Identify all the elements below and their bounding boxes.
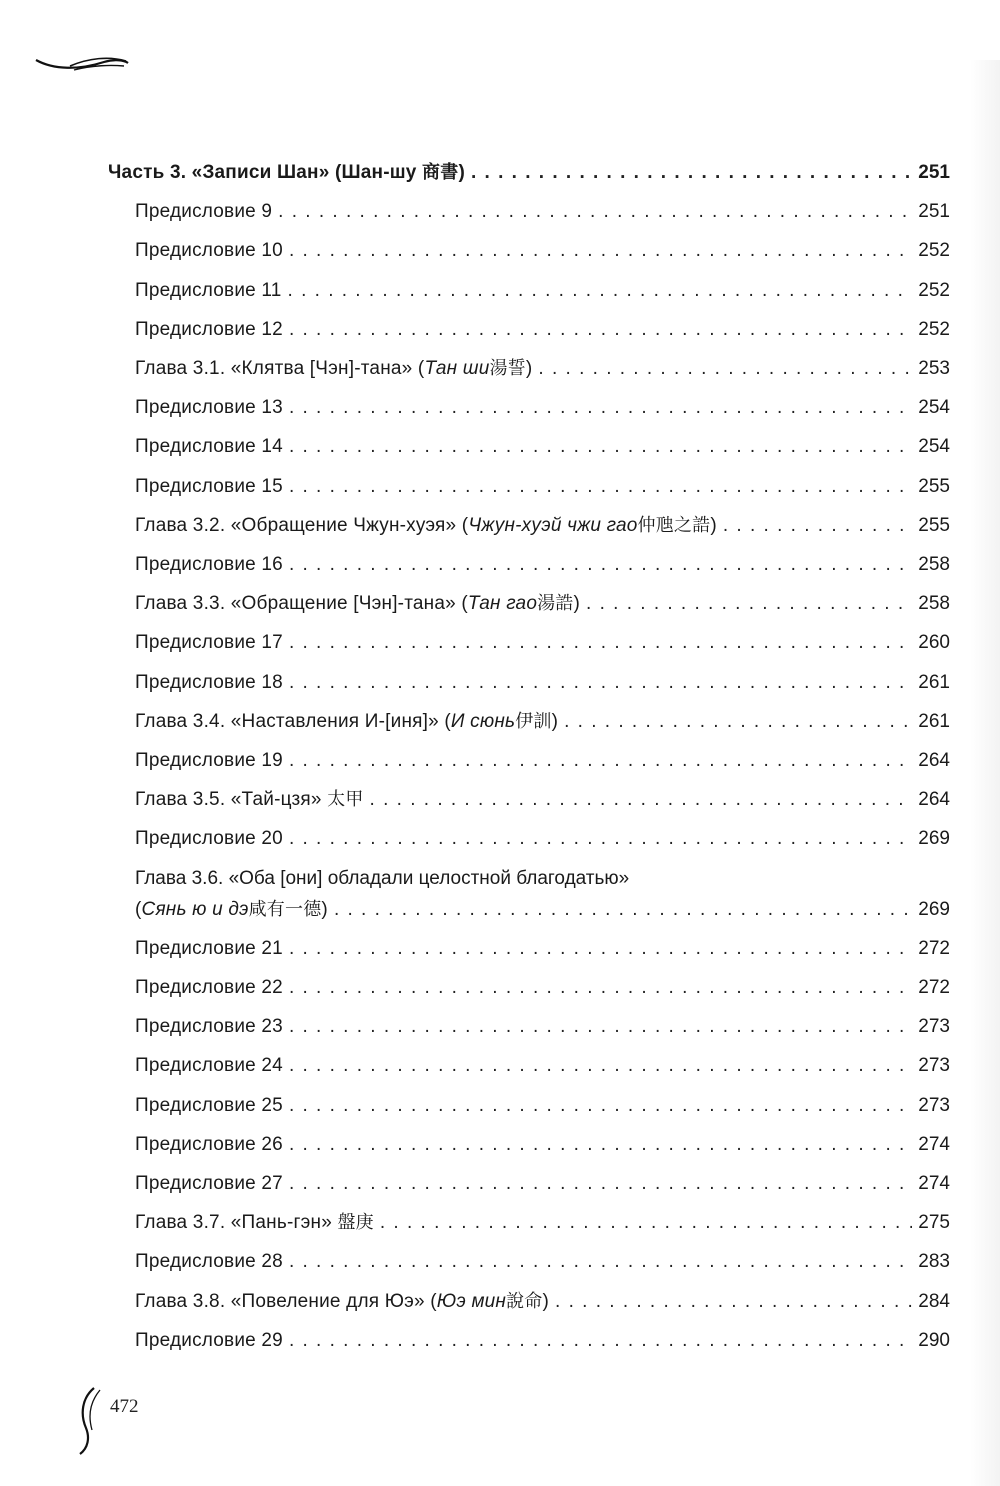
dot-leader — [289, 826, 912, 852]
toc-entry-row[interactable] — [0, 276, 1000, 310]
toc-entry-title — [135, 1053, 283, 1079]
page-footer — [62, 1382, 182, 1458]
toc-line — [135, 1249, 950, 1275]
bracket-ornament-icon — [72, 1384, 108, 1456]
dot-leader — [723, 513, 912, 539]
entry-pre-text: Предисловие 17 — [135, 632, 283, 654]
toc-entry-title — [135, 1210, 374, 1236]
part-title-text: Часть 3. «Записи Шан» (Шан-шу — [108, 162, 423, 183]
toc-entry-title — [135, 975, 283, 1001]
entry-pre-text: Предисловие 11 — [135, 279, 282, 301]
toc-page-number: 252 — [918, 240, 950, 262]
dot-leader — [289, 1093, 912, 1119]
entry-pre-text: Предисловие 24 — [135, 1055, 283, 1077]
toc-entry-title — [135, 1171, 283, 1197]
toc-line — [135, 238, 950, 264]
dot-leader — [289, 238, 912, 264]
toc-page-number: 272 — [918, 937, 950, 959]
toc-page-number: 264 — [918, 750, 950, 771]
toc-page-number: 252 — [918, 318, 950, 340]
toc-entry-row[interactable] — [0, 1287, 1000, 1321]
toc-entry-row[interactable] — [0, 550, 1000, 584]
toc-line — [135, 434, 950, 460]
toc-entry-title — [135, 748, 283, 774]
entry-han-text: 湯誓 — [489, 358, 526, 379]
dot-leader — [380, 1210, 912, 1236]
dot-leader — [289, 1053, 912, 1079]
toc-entry-title — [135, 356, 532, 382]
toc-entry-row[interactable] — [0, 1130, 1000, 1164]
toc-page-number: 252 — [918, 279, 950, 301]
toc-page-number: 273 — [918, 1094, 950, 1116]
toc-line — [135, 1171, 950, 1197]
toc-entry-first-line: Глава 3.6. «Оба [они] обладали целостной благодатью» — [135, 867, 630, 889]
toc-entry-title — [135, 591, 580, 617]
toc-entry-row[interactable] — [0, 511, 1000, 545]
entry-han-text: 說命 — [506, 1290, 543, 1312]
entry-han-text: 伊訓 — [515, 710, 552, 732]
dot-leader — [288, 278, 913, 304]
toc-page-number: 253 — [918, 358, 950, 379]
toc-entry-row[interactable] — [0, 1326, 1000, 1360]
toc-page-number: 272 — [918, 977, 950, 998]
toc-page-number: 254 — [918, 397, 950, 419]
entry-pre-text: Предисловие 20 — [135, 828, 283, 850]
toc-line — [135, 356, 950, 382]
entry-han-text: 咸有一德 — [248, 898, 322, 920]
toc-entry-row[interactable] — [0, 1012, 1000, 1046]
toc-entry-row[interactable] — [0, 315, 1000, 349]
toc-page-number: 261 — [918, 671, 950, 693]
toc-line — [135, 1053, 950, 1079]
entry-pre-text: Предисловие 25 — [135, 1094, 283, 1116]
toc-line — [135, 897, 950, 923]
toc-entry-row[interactable] — [0, 472, 1000, 506]
toc-line — [135, 787, 950, 813]
toc-line — [135, 670, 950, 696]
dot-leader — [334, 897, 912, 923]
dot-leader — [289, 474, 912, 500]
toc-page-number: 258 — [918, 593, 950, 615]
toc-entry-title — [135, 395, 283, 421]
toc-page-number: 258 — [918, 554, 950, 575]
toc-page-number: 274 — [918, 1133, 950, 1155]
entry-pre-text: Предисловие 26 — [135, 1133, 283, 1155]
flourish-ornament-icon — [34, 50, 130, 78]
toc-entry-row[interactable] — [0, 707, 1000, 741]
toc-line — [135, 975, 950, 1001]
toc-part-row[interactable] — [0, 158, 1000, 192]
entry-pre-text: Глава 3.2. «Обращение Чжун-хуэя» ( — [135, 514, 469, 536]
toc-entry-row[interactable] — [0, 1169, 1000, 1203]
toc-entry-title — [135, 826, 283, 852]
dot-leader — [289, 395, 912, 421]
entry-pre-text: Предисловие 18 — [135, 671, 283, 693]
toc-line — [135, 936, 950, 962]
entry-pre-text: Предисловие 22 — [135, 977, 283, 998]
toc-entry-row[interactable] — [0, 934, 1000, 968]
toc-line — [135, 552, 950, 578]
toc-line — [135, 1093, 950, 1119]
toc-entry-row[interactable] — [0, 393, 1000, 427]
toc-part-title — [108, 160, 465, 186]
entry-pre-text: Предисловие 27 — [135, 1173, 283, 1194]
toc-line — [135, 1014, 950, 1040]
dot-leader — [471, 160, 912, 186]
toc-line — [135, 630, 950, 656]
dot-leader — [289, 1132, 912, 1158]
toc-page-number: 273 — [918, 1016, 950, 1038]
toc-page-number: 274 — [918, 1173, 950, 1194]
toc-page-number: 264 — [918, 789, 950, 811]
toc-line — [135, 1210, 950, 1236]
dot-leader — [289, 630, 912, 656]
entry-pre-text: Предисловие 19 — [135, 750, 283, 771]
page-number: 472 — [110, 1396, 139, 1417]
toc-entry-row[interactable] — [0, 973, 1000, 1007]
toc-entry-title — [135, 513, 717, 539]
dot-leader — [289, 975, 912, 1001]
toc-entry-row[interactable] — [0, 668, 1000, 702]
entry-pre-text: Предисловие 14 — [135, 436, 283, 458]
entry-it-text: Сянь ю и дэ — [141, 898, 249, 920]
toc-entry-row[interactable] — [0, 746, 1000, 780]
part-title-close: ) — [458, 162, 465, 183]
entry-pre-text: Предисловие 21 — [135, 937, 283, 959]
toc-entry-title — [135, 1289, 549, 1315]
toc-page-number: 275 — [918, 1212, 950, 1234]
entry-it-text: И сюнь — [450, 710, 516, 732]
entry-han-text: 盤庚 — [337, 1212, 374, 1234]
entry-pre-text: Предисловие 9 — [135, 201, 273, 223]
toc-line — [135, 1328, 950, 1354]
entry-it-text: Тан гао — [467, 593, 538, 615]
entry-it-text: Чжун-хуэй чжи гао — [468, 514, 638, 536]
dot-leader — [289, 317, 912, 343]
dot-leader — [289, 1328, 912, 1354]
toc-entry-row[interactable] — [0, 628, 1000, 662]
dot-leader — [289, 434, 912, 460]
toc-page-number: 284 — [918, 1290, 950, 1312]
dot-leader — [289, 1014, 912, 1040]
entry-post-text: ) — [525, 358, 533, 379]
toc-entry-title — [135, 1132, 283, 1158]
toc-entry-row[interactable] — [0, 895, 1000, 929]
toc-entry-row[interactable] — [0, 1091, 1000, 1125]
toc-line — [135, 395, 950, 421]
dot-leader — [370, 787, 913, 813]
dot-leader — [564, 709, 912, 735]
dot-leader — [289, 748, 912, 774]
toc-entry-row[interactable] — [0, 824, 1000, 858]
entry-post-text: ) — [321, 898, 328, 920]
toc-entry-row[interactable] — [0, 197, 1000, 231]
toc-entry-title — [135, 1249, 283, 1275]
entry-han-text: 湯誥 — [537, 593, 574, 615]
toc-page-number: 283 — [918, 1251, 950, 1273]
toc-line — [135, 826, 950, 852]
dot-leader — [289, 552, 912, 578]
toc-page-number: 251 — [918, 162, 950, 183]
toc-line — [135, 748, 950, 774]
toc-line — [135, 199, 950, 225]
entry-post-text: ) — [551, 710, 559, 732]
toc-entry-title — [135, 630, 283, 656]
entry-pre-text: Глава 3.4. «Наставления И-[иня]» ( — [135, 710, 451, 732]
toc-entry-title — [135, 1093, 283, 1119]
toc-entry-title — [135, 1014, 283, 1040]
entry-pre-text: ( — [135, 898, 142, 920]
toc-line — [135, 317, 950, 343]
entry-pre-text: Предисловие 16 — [135, 554, 283, 575]
dot-leader — [278, 199, 912, 225]
toc-page-number: 251 — [918, 201, 950, 223]
toc-entry-row[interactable] — [0, 432, 1000, 466]
toc-entry-title — [135, 278, 282, 304]
entry-pre-text: Предисловие 28 — [135, 1251, 283, 1273]
entry-it-text: Юэ мин — [436, 1290, 507, 1312]
toc-page-number: 269 — [918, 898, 950, 920]
entry-pre-text: Предисловие 23 — [135, 1016, 283, 1038]
toc-line — [135, 1132, 950, 1158]
entry-pre-text: Глава 3.3. «Обращение [Чэн]-тана» ( — [135, 593, 468, 615]
toc-page-number: 255 — [918, 514, 950, 536]
toc-entry-row[interactable] — [0, 589, 1000, 623]
toc-page-number: 260 — [918, 632, 950, 654]
entry-pre-text: Глава 3.8. «Повеление для Юэ» ( — [135, 1290, 437, 1312]
toc-page-number: 290 — [918, 1329, 950, 1351]
entry-pre-text: Глава 3.1. «Клятва [Чэн]-тана» ( — [135, 358, 425, 379]
entry-pre-text: Предисловие 12 — [135, 318, 283, 340]
entry-post-text: ) — [710, 514, 717, 536]
toc-entry-title — [135, 434, 283, 460]
toc-entry-row[interactable] — [0, 1051, 1000, 1085]
entry-pre-text: Предисловие 29 — [135, 1329, 283, 1351]
dot-leader — [289, 1171, 912, 1197]
toc-line — [135, 591, 950, 617]
toc-entry-title — [135, 709, 558, 735]
toc-line — [135, 278, 950, 304]
entry-post-text: ) — [542, 1290, 550, 1312]
toc-entry-title — [135, 936, 283, 962]
entry-han-text: 太甲 — [327, 789, 364, 811]
dot-leader — [538, 356, 912, 382]
dot-leader — [555, 1289, 912, 1315]
part-title-han: 商書 — [422, 162, 459, 183]
dot-leader — [289, 670, 912, 696]
dot-leader — [586, 591, 912, 617]
toc-entry-row[interactable] — [0, 1208, 1000, 1242]
entry-post-text: ) — [573, 593, 581, 615]
toc-entry-row[interactable] — [0, 785, 1000, 819]
toc-line — [135, 513, 950, 539]
toc-line — [135, 709, 950, 735]
toc-entry-title — [135, 787, 364, 813]
entry-pre-text: Предисловие 13 — [135, 397, 283, 419]
toc-entry-title — [135, 474, 283, 500]
toc-line — [108, 160, 950, 186]
toc-entry-title — [135, 897, 328, 923]
entry-it-text: Тан ши — [424, 358, 490, 379]
toc-page-number: 269 — [918, 828, 950, 850]
toc-entry-row[interactable] — [0, 1247, 1000, 1281]
entry-pre-text: Глава 3.5. «Тай-цзя» — [135, 789, 328, 811]
entry-pre-text: Глава 3.7. «Пань-гэн» — [135, 1212, 338, 1234]
toc-page-number: 261 — [918, 710, 950, 732]
toc-entry-title — [135, 1328, 283, 1354]
toc-page-number: 273 — [918, 1055, 950, 1077]
toc-entry-row[interactable] — [0, 236, 1000, 270]
dot-leader — [289, 936, 912, 962]
toc-entry-row[interactable] — [0, 354, 1000, 388]
toc-line — [135, 474, 950, 500]
toc-page-number: 255 — [918, 475, 950, 497]
toc-entry-title — [135, 199, 272, 225]
entry-han-text: 仲虺之誥 — [637, 514, 711, 536]
entry-pre-text: Предисловие 10 — [135, 240, 283, 262]
toc-entry-title — [135, 238, 283, 264]
toc-line — [135, 1289, 950, 1315]
dot-leader — [289, 1249, 912, 1275]
entry-pre-text: Предисловие 15 — [135, 475, 283, 497]
toc-entry-title — [135, 552, 283, 578]
toc-entry-title — [135, 670, 283, 696]
toc-page-number: 254 — [918, 436, 950, 458]
toc-entry-title — [135, 317, 283, 343]
